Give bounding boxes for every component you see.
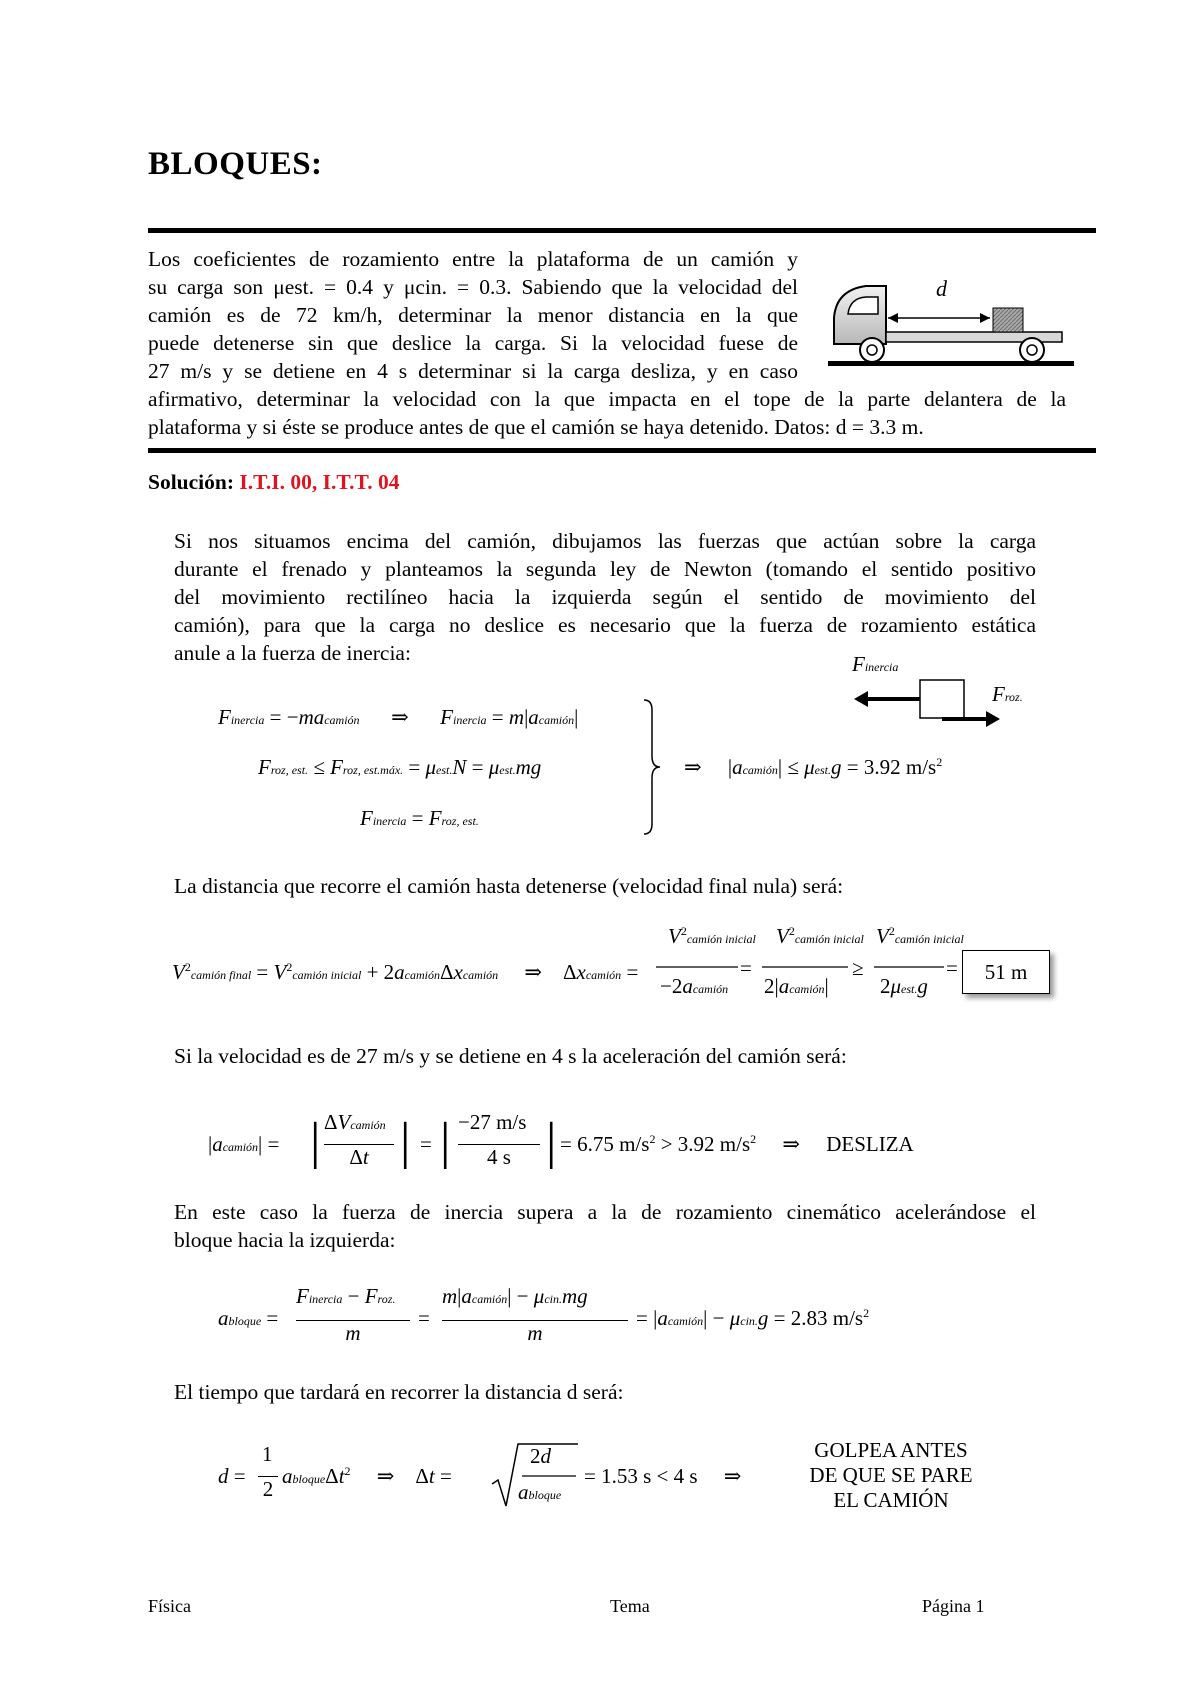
- eq2-frac2-den: 2|acamión|: [764, 974, 829, 998]
- para1-line-1: Si nos situamos encima del camión, dibujamos las fuerzas que actúan sobre la carga: [174, 529, 1036, 553]
- problem-line-6: afirmativo, determinar la velocidad con la que impacta en el tope de la parte delantera de la: [148, 387, 1066, 411]
- eq2-frac3-num: $V^2camión$ inicial: [876, 924, 964, 948]
- eq5: d = 1 2 abloqueΔt$^2$ ⇒ Δt = 2d abloque = 1.53 s < 4 s ⇒: [218, 1442, 742, 1504]
- eq4: abloque = Finercia − Froz. m = m|acamión| − μcin.mg m = |acamión| − μcin.g = 2.83 $m/s^2$: [218, 1284, 870, 1345]
- para1-line-4: camión), para que la carga no deslice es necesario que la fuerza de rozamiento estática: [174, 613, 1036, 637]
- eq2-frac1-num: $V^2camión$ inicial: [668, 924, 756, 948]
- eq2-frac2-num: $V^2camión$ inicial: [776, 924, 864, 948]
- problem-line-7: plataforma y si éste se produce antes de que el camión se haya detenido. Datos: d = 3.3 m.: [148, 415, 924, 439]
- solution-reference: I.T.I. 00, I.T.T. 04: [239, 470, 400, 494]
- paragraph-3: Si la velocidad es de 27 m/s y se detiene en 4 s la aceleración del camión será:: [174, 1044, 847, 1068]
- conclusion-text: [776, 1438, 1006, 1513]
- eq2-final-eq: =: [946, 956, 958, 980]
- truck-figure: [828, 266, 1074, 374]
- solution-word: Solución:: [148, 470, 235, 494]
- footer-left: Física: [148, 1596, 191, 1616]
- paragraph-5: El tiempo que tardará en recorrer la distancia d será:: [174, 1380, 624, 1404]
- solution-label: [148, 470, 400, 495]
- problem-line-5: 27 m/s y se detiene en 4 s determinar si la carga desliza, y en caso: [148, 359, 798, 383]
- force-label-inercia: Finercia: [852, 652, 899, 676]
- eq2-frac3-den: 2μest.g: [880, 974, 928, 998]
- eq1-line-1: Finercia = −macamión ⇒ Finercia = m|acamión|: [218, 705, 579, 729]
- conclusion-line-2: DE QUE SE PARE: [809, 1463, 973, 1487]
- para1-line-2: durante el frenado y planteamos la segunda ley de Newton (tomando el sentido positivo: [174, 557, 1036, 581]
- para1-line-3: del movimiento rectilíneo hacia la izquierda según el sentido de movimiento del: [174, 585, 1036, 609]
- eq1-result: ⇒ |acamión| ≤ μest.g = 3.92 $m/s^2$: [684, 755, 943, 779]
- distance-label-d: d: [936, 276, 947, 301]
- problem-line-4: puede detenerse sin que deslice la carga. Si la velocidad fuese de: [148, 331, 798, 355]
- paragraph-4: [174, 1198, 1036, 1254]
- footer-center: Tema: [610, 1596, 650, 1616]
- answer-box-distance: 51 m: [962, 950, 1050, 994]
- problem-line-2: su carga son μest. = 0.4 y μcin. = 0.3. Sabiendo que la velocidad del: [148, 275, 798, 299]
- conclusion-line-3: EL CAMIÓN: [833, 1488, 949, 1512]
- eq1-right-brace: [642, 698, 662, 836]
- eq2-eq-sign: =: [740, 956, 752, 980]
- eq2-left: $V^2camión$ final = $V^2camión$ inicial + 2acamiónΔxcamión ⇒ Δxcamión =: [172, 960, 639, 984]
- problem-statement: [148, 245, 798, 385]
- problem-line-1: Los coeficientes de rozamiento entre la plataforma de un camión y: [148, 247, 798, 271]
- eq1-line-2: Froz, est. ≤ Froz, est.máx. = μest.N = μest.mg: [258, 755, 542, 779]
- para1-line-5: anule a la fuerza de inercia:: [174, 641, 411, 665]
- footer-right: Página 1: [922, 1596, 985, 1616]
- force-label-rozamiento: Froz.: [992, 682, 1023, 706]
- eq1-line-3: Finercia = Froz, est.: [360, 806, 479, 830]
- paragraph-1: [174, 527, 1036, 667]
- bottom-rule: [148, 448, 1096, 453]
- problem-statement-wide: [148, 385, 1066, 441]
- para4-line-2: bloque hacia la izquierda:: [174, 1228, 396, 1252]
- eq2-frac1-den: −2acamión: [660, 974, 729, 998]
- conclusion-line-1: GOLPEA ANTES: [814, 1438, 968, 1462]
- para4-line-1: En este caso la fuerza de inercia supera a la de rozamiento cinemático acelerándose el: [174, 1200, 1036, 1224]
- eq2-geq-sign: ≥: [852, 956, 864, 980]
- page-title: BLOQUES:: [148, 146, 323, 182]
- paragraph-2: La distancia que recorre el camión hasta detenerse (velocidad final nula) será:: [174, 874, 844, 898]
- top-rule: [148, 228, 1096, 233]
- problem-line-3: camión es de 72 km/h, determinar la menor distancia en la que: [148, 303, 798, 327]
